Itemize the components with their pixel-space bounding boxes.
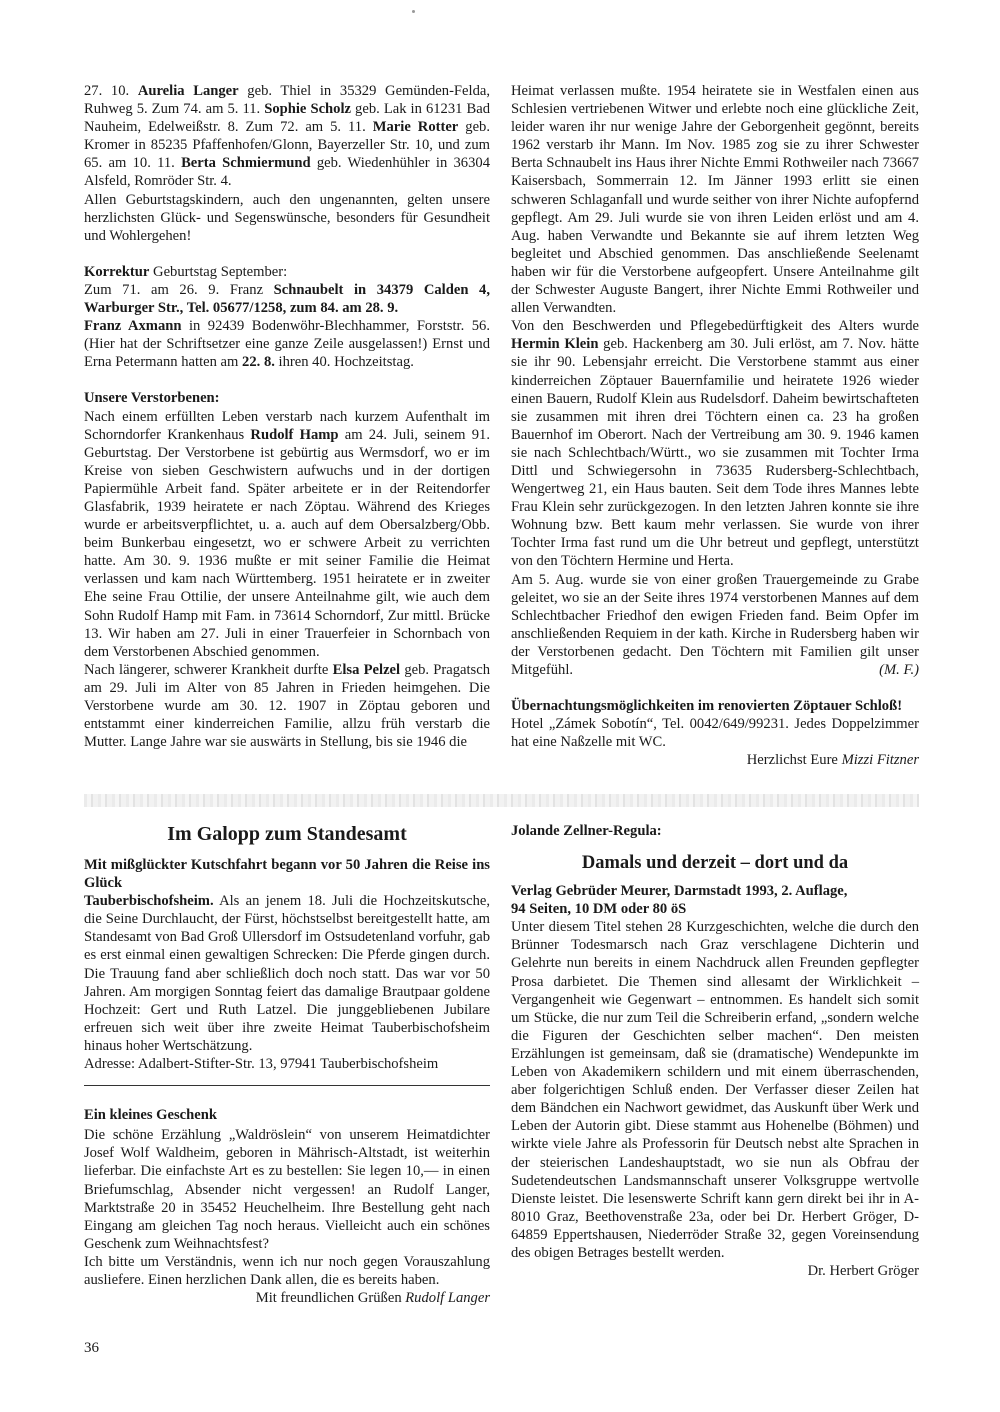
birthday-paragraph — [84, 82, 490, 191]
text-segment: geb. Lak in 61231 Bad Nauheim, Edelweißstr. 8. Zum 72. am 5. 11. — [84, 101, 491, 136]
geschenk-sign-prefix: Mit freundlichen Grüßen — [255, 1290, 406, 1307]
text-segment: Zum 71. am 26. 9. Franz — [84, 281, 274, 298]
bold-segment: Berta Schmiermund — [181, 155, 311, 172]
closing-signature — [511, 751, 919, 769]
text-segment: Nach einem erfüllten Leben verstarb nach kurzem Aufenthalt im Schorndorfer Krankenhaus — [84, 408, 490, 443]
geschenk-title: Ein kleines Geschenk — [84, 1107, 217, 1124]
bold-segment: Marie Rotter — [372, 119, 459, 136]
text-segment: 27. 10. — [84, 83, 138, 99]
bold-segment: Schnaubelt in 34379 Calden 4, Warburger Str., Tel. 05677/1258, zum 84. am 28. 9. — [84, 281, 490, 317]
right-top-column — [511, 82, 919, 769]
correction-paragraph-1 — [84, 281, 490, 317]
deceased-heading — [84, 389, 490, 407]
deceased-heading-text: Unsere Verstorbenen: — [84, 390, 220, 407]
geschenk-sign-name: Rudolf Langer — [405, 1290, 490, 1307]
closing-prefix: Herzlichst Eure — [746, 752, 842, 769]
review-publisher: Verlag Gebrüder Meurer, Darmstadt 1993, 2. Auflage, — [511, 883, 848, 900]
obituary-pelzel-continued — [511, 82, 919, 317]
galopp-title: Im Galopp zum Standesamt — [167, 823, 407, 845]
bold-segment: Rudolf Hamp — [250, 426, 339, 443]
text-segment: Heimat verlassen mußte. 1954 heiratete sie in Westfalen einen aus Schlesien vertriebenen Witwer und erlebte noch eine glückliche Zeit, leider waren ihr nur wenige Jahre der Geborgenheit gegönnt, bereits 1962 verstarb ihr Mann. Im Nov. 1985 zog sie zu ihrer Schwester Berta Schnaubelt ins Haus ihrer Nichte Emmi Rothweiler nach 73667 Kaisersbach, Sommerrain 12. Im Jänner 1993 erlitt sie einen schweren Schlaganfall und wurde seither von ihrer Nichte aufopfernd gepflegt. Am 29. Juli wurde sie von ihren Leiden erlöst und am 4. Aug. haben Verwandte und Bekannte sie auf ihrem letzten Weg begleitet und Abschied genommen. Das anschließende Seelenamt haben wir für die Verstorbene aufgeopfert. Unsere Anteilnahme gilt der Schwester Auguste Bangert, ihrer Nichte Emmi Rothweiler und allen Verwandten. — [511, 83, 919, 317]
hotel-text: Hotel „Zámek Sobotín“, Tel. 0042/649/99231. Jedes Doppelzimmer hat eine Naßzelle mit WC. — [511, 716, 919, 751]
galopp-place: Tauberbischofsheim. — [84, 893, 214, 910]
review-author: Jolande Zellner-Regula: — [511, 823, 662, 839]
bold-segment: Franz Axmann — [84, 318, 182, 335]
bold-segment: Elsa Pelzel — [332, 661, 401, 678]
divider-rule — [84, 1085, 490, 1086]
right-bottom-column — [511, 822, 919, 1280]
left-bottom-column — [84, 822, 490, 1307]
bold-segment: 22. 8. — [242, 354, 275, 371]
funeral-text: Am 5. Aug. wurde sie von einer großen Trauergemeinde zu Grabe geleitet, wo sie an der Seite ihres 1974 verstorbenen Mannes auf dem Schlechtbacher Friedhof den ewigen Frieden fand. Beim Opfer im anschließenden Requiem in der kath. Kirche in Rudersberg haben wir der Verstorbenen gedacht. Den Töchtern mit Familien gilt unser Mitgefühl. — [511, 571, 919, 678]
text-segment: am 24. Juli, seinem 91. Geburtstag. Der Verstorbene ist gebürtig aus Wermsdorf, wo er im Kreise von sieben Geschwistern aufwuchs und in der dortigen Papiermühle Arbeit fand. Später arbeitete er in der Reitendorfer Glasfabrik, 1939 heiratete er nach Zöptau. Während des Krieges wurde er arbeitsverpflichtet, u. a. auch auf dem Obersalzberg/Obb. beim Bunkerbau eingesetzt, wo er schwere Arbeit zu verrichten hatte. Am 30. 9. 1936 mußte er mit seiner Familie die Heimat verlassen und kam nach Württemberg. 1951 heiratete er in zweiter Ehe seine Frau Ottilie, der unsere Anteilnahme gilt, wie auch dem Sohn Rudolf Hamp mit Fam. in 73614 Schorndorf, Zur mittl. Brücke 13. Wir haben am 27. Juli in einer Trauerfeier in Schornbach von dem Verstorbenen Abschied genommen. — [84, 426, 490, 660]
text-segment: Von den Beschwerden und Pflegebedürftigkeit des Alters wurde — [511, 318, 919, 335]
galopp-subtitle: Mit mißglückter Kutschfahrt begann vor 50 Jahren die Reise ins Glück — [84, 857, 490, 892]
bold-segment: Aurelia Langer — [137, 83, 239, 99]
initials-signature — [879, 661, 919, 679]
obituary-klein-funeral — [511, 571, 919, 680]
geschenk-signature — [256, 1289, 490, 1307]
correction-rest: Geburtstag September: — [149, 263, 288, 280]
galopp-text — [84, 892, 490, 1055]
text-segment: Nach längerer, schwerer Krankheit durfte — [84, 661, 333, 678]
hotel-heading-text: Übernachtungsmöglichkeiten im renovierten Zöptauer Schloß! — [511, 698, 903, 715]
text-segment: geb. Thiel in 35329 Gemünden-Felda, Ruhweg 5. Zum 74. am 5. 11. — [84, 83, 491, 118]
page-number: 36 — [84, 1340, 99, 1356]
bold-segment: Sophie Scholz — [264, 101, 351, 118]
obituary-pelzel — [84, 661, 490, 751]
review-details: 94 Seiten, 10 DM oder 80 öS — [511, 901, 687, 918]
geschenk-paragraph-1: Die schöne Erzählung „Waldröslein“ von unserem Heimatdichter Josef Wolf Waldheim, geboren in Mährisch-Altstadt, ist weiterhin lieferbar. Die einfachste Art es zu bestellen: Sie legen 10,— in einen Briefumschlag, Absender nicht vergessen! an Rudolf Langer, Marktstraße 20 in 35452 Heuchelheim. Ihre Bestellung geht nach Eingang am gleichen Tag noch heraus. Vielleicht auch ein schönes Geschenk zum Weihnachtsfest? — [84, 1127, 490, 1252]
closing-name: Mizzi Fitzner — [841, 752, 919, 769]
review-text: Unter diesem Titel stehen 28 Kurzgeschichten, welche die durch den Brünner Todesmarsch nach Graz verschlagene Dichterin und Gelehrte nun bereits in einem Nachdruck allen Freunden gepflegter Prosa darbietet. Die Themen sind allesamt der Wirklichkeit – Vergangenheit wie Gegenwart – entnommen. Es handelt sich somit um Stücke, die nur zum Teil die Schreiberin erfand, „sondern welche die Figuren der Geschichten selber machen“. Den meisten Erzählungen ist gemeinsam, daß sie (dramatische) Wendepunkte im Leben von Akademikern schildern und mit einem überraschenden, aber folgerichtigen Schluß enden. Der Verfasser dieser Zeilen hat dem Bändchen ein Nachwort gewidmet, das Auskunft über Werk und Leben der Autorin gibt. Diese stammt aus Hohenelbe (Böhmen) und wirkte viele Jahre als Professorin für Deutsch nebst alte Sprachen in der steierischen Landeshauptstadt, wo sie nun als Obfrau der Sudetendeutschen Landsmannschaft unserer Volksgruppe wertvolle Dienste leistet. Die lesenswerte Schrift kann gern direkt bei ihr in A-8010 Graz, Beethovenstraße 23a, oder bei Dr. Herbert Gröger, D-64859 Eppertshausen, Niederröder Straße 32, gegen Voreinsendung des obigen Betrages bestellt werden. — [511, 919, 919, 1261]
initials-text: (M. F.) — [879, 662, 919, 678]
obituary-hamp — [84, 408, 490, 661]
review-title: Damals und derzeit – dort und da — [581, 853, 849, 874]
text-segment: in 92439 Bodenwöhr-Blechhammer, Forststr. 56. (Hier hat der Schriftsetzer eine ganze Zeile ausgelassen!) Ernst und Erna Petermann hatten am — [84, 318, 490, 371]
left-top-column — [84, 82, 490, 751]
text-segment: geb. Kromer in 85235 Pfaffenhofen/Glonn, Bayerzeller Str. 10, und zum 65. am 10. 11. — [84, 119, 490, 172]
speck — [412, 10, 415, 13]
correction-heading — [84, 263, 490, 281]
text-segment: ihren 40. Hochzeitstag. — [274, 354, 414, 371]
bold-segment: Hermin Klein — [511, 336, 599, 353]
correction-label: Korrektur — [84, 263, 150, 280]
hotel-heading — [511, 697, 919, 715]
geschenk-paragraph-2 — [84, 1253, 490, 1307]
wishes-paragraph: Allen Geburtstagskindern, auch den ungenannten, gelten unsere herzlichsten Glück- und Segenswünsche, besonders für Gesundheit und Wohlergehen! — [84, 191, 490, 244]
text-segment: geb. Hackenberg am 30. Juli erlöst, am 7. Nov. hätte sie ihr 90. Lebensjahr erreicht. Die Verstorbene stammt aus einer kinderreichen Zöptauer Bauernfamilie und heiratete 1926 wieder einen Bauern, Rudolf Klein aus Rudelsdorf. Daheim bewirtschafteten sie zusammen mit ihren drei Töchtern einen ca. 23 ha großen Bauernhof im Oberort. Nach der Vertreibung am 30. 9. 1946 kamen sie nach Schlechtbach/Württ., wo sie zusammen mit Tochter Irma Dittl und Schwiegersohn in 73635 Rudersberg-Schlechtbach, Wengertweg 21, ein Haus bauten. Seit dem Tode ihres Mannes lebte Frau Klein sehr zurückgezogen. In den letzten Jahren konnte sie ihre Wohnung bzw. Bett kaum mehr verlassen. Sie wurde von ihrer Tochter Irma fast rund um die Uhr betreut und gepflegt, unterstützt von den Töchtern Hermine und Herta. — [511, 336, 919, 570]
galopp-body: Als an jenem 18. Juli die Hochzeitskutsche, die Seine Durchlaucht, der Fürst, höchstselbst bereitgestellt hatte, am Standesamt von Bad Groß Ullersdorf im Ostsudetenland vorfuhr, gab es erst einmal einen gewaltigen Schrecken: Die Pferde gingen durch. Die Trauung fand aber schließlich doch noch statt. Das war vor 50 Jahren. Am morgigen Sonntag feiert das damalige Brautpaar goldene Hochzeit: Gert und Ruth Latzel. Die junggebliebenen Jubilare erfreuen sich weit über ihre zweite Heimat Tauberbischofsheim hinaus hoher Wertschätzung. — [84, 893, 490, 1054]
galopp-address: Adresse: Adalbert-Stifter-Str. 13, 97941 Tauberbischofsheim — [84, 1056, 439, 1073]
obituary-klein — [511, 317, 919, 570]
geschenk-body: Ich bitte um Verständnis, wenn ich nur noch gegen Vorauszahlung ausliefere. Einen herzlichen Dank allen, die es bereits haben. — [84, 1253, 490, 1288]
separator-band — [84, 794, 919, 807]
text-segment: geb. Pragatsch am 29. Juli im Alter von 85 Jahren in Frieden heimgehen. Die Verstorbene wurde am 30. 12. 1907 in Zöptau geboren und entstammt einer kinderreichen Familie, allzu früh verstarb die Mutter. Lange Jahre war sie auswärts in Stellung, bis sie 1946 die — [84, 661, 490, 751]
review-signature: Dr. Herbert Gröger — [807, 1263, 919, 1280]
text-segment: geb. Wiedenhühler in 36304 Alsfeld, Romröder Str. 4. — [84, 155, 490, 190]
correction-paragraph-2 — [84, 317, 490, 371]
